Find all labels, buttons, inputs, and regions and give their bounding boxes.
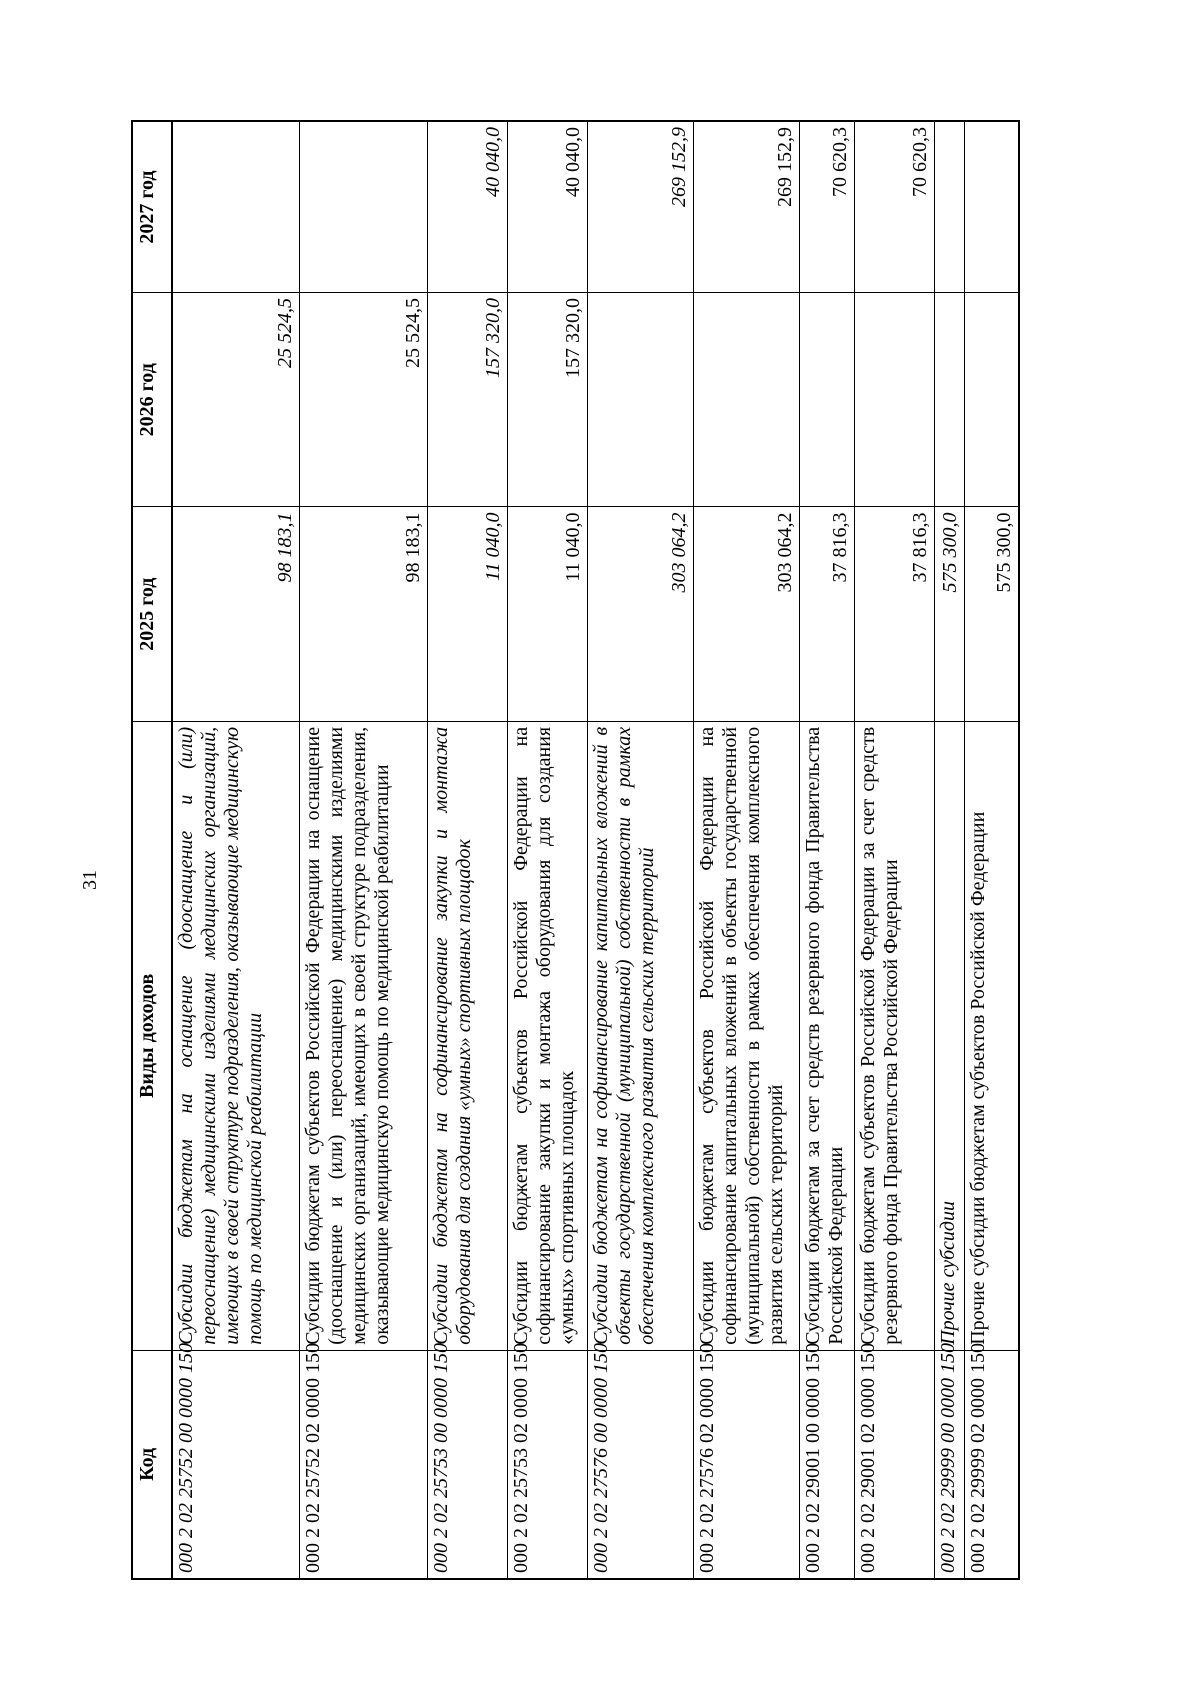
row-2025: 37 816,3 bbox=[854, 507, 934, 721]
row-code: 000 2 02 27576 02 0000 150 bbox=[693, 1350, 799, 1579]
table-row bbox=[299, 121, 427, 1579]
row-code: 000 2 02 25753 02 0000 150 bbox=[507, 1350, 587, 1579]
row-2025: 303 064,2 bbox=[587, 507, 693, 721]
row-name: Субсидии бюджетам субъектов Российской Федерации на софинансирование закупки и монтажа оборудования для создания «умных» спортивных площадок bbox=[507, 721, 587, 1350]
table-row bbox=[172, 121, 299, 1579]
table-row bbox=[934, 121, 964, 1579]
row-name: Субсидии бюджетам субъектов Российской Федерации за счет средств резервного фонда Правительства Российской Федерации bbox=[854, 721, 934, 1350]
row-2027 bbox=[172, 121, 299, 293]
row-2027: 70 620,3 bbox=[854, 121, 934, 293]
row-name: Прочие субсидии bbox=[934, 721, 964, 1350]
row-2025: 575 300,0 bbox=[934, 507, 964, 721]
row-2025: 11 040,0 bbox=[507, 507, 587, 721]
row-2025: 37 816,3 bbox=[799, 507, 854, 721]
page-number: 31 bbox=[79, 870, 101, 890]
header-2025: 2025 год bbox=[132, 507, 172, 721]
row-2026 bbox=[693, 293, 799, 507]
row-2027: 70 620,3 bbox=[799, 121, 854, 293]
row-code: 000 2 02 29001 00 0000 150 bbox=[799, 1350, 854, 1579]
row-code: 000 2 02 29999 02 0000 150 bbox=[964, 1350, 1019, 1579]
row-name: Субсидии бюджетам субъектов Российской Федерации на софинансирование капитальных вложений в объекты государственной (муниципальной) собственности в рамках обеспечения комплексного развития сельских территорий bbox=[693, 721, 799, 1350]
row-2027: 269 152,9 bbox=[693, 121, 799, 293]
table-header-row bbox=[132, 121, 172, 1579]
row-2026: 157 320,0 bbox=[507, 293, 587, 507]
row-2027 bbox=[299, 121, 427, 293]
row-2027: 40 040,0 bbox=[427, 121, 507, 293]
row-2026 bbox=[799, 293, 854, 507]
revenue-table-container bbox=[131, 120, 1077, 1580]
table-row bbox=[507, 121, 587, 1579]
row-2026: 157 320,0 bbox=[427, 293, 507, 507]
revenue-table bbox=[131, 120, 1020, 1580]
table-row bbox=[693, 121, 799, 1579]
row-2027 bbox=[964, 121, 1019, 293]
table-row bbox=[799, 121, 854, 1579]
table-row bbox=[854, 121, 934, 1579]
row-2026: 25 524,5 bbox=[299, 293, 427, 507]
row-name: Субсидии бюджетам субъектов Российской Федерации на оснащение (дооснащение и (или) переоснащение) медицинскими изделиями медицинских организаций, имеющих в своей структуре подразделения, оказывающие медицинскую помощь по медицинской реабилитации bbox=[299, 721, 427, 1350]
row-name: Субсидии бюджетам на софинансирование закупки и монтажа оборудования для создания «умных» спортивных площадок bbox=[427, 721, 507, 1350]
row-2026 bbox=[964, 293, 1019, 507]
row-name: Субсидии бюджетам на софинансирование капитальных вложений в объекты государственной (муниципальной) собственности в рамках обеспечения комплексного развития сельских территорий bbox=[587, 721, 693, 1350]
row-2025: 303 064,2 bbox=[693, 507, 799, 721]
row-2025: 98 183,1 bbox=[299, 507, 427, 721]
row-2026 bbox=[587, 293, 693, 507]
row-2027: 269 152,9 bbox=[587, 121, 693, 293]
table-row bbox=[587, 121, 693, 1579]
row-code: 000 2 02 25753 00 0000 150 bbox=[427, 1350, 507, 1579]
row-2026 bbox=[854, 293, 934, 507]
row-2026 bbox=[934, 293, 964, 507]
header-code: Код bbox=[132, 1350, 172, 1579]
row-2027: 40 040,0 bbox=[507, 121, 587, 293]
header-name: Виды доходов bbox=[132, 721, 172, 1350]
row-name: Субсидии бюджетам за счет средств резервного фонда Правительства Российской Федерации bbox=[799, 721, 854, 1350]
row-2025: 575 300,0 bbox=[964, 507, 1019, 721]
row-code: 000 2 02 27576 00 0000 150 bbox=[587, 1350, 693, 1579]
table-row bbox=[964, 121, 1019, 1579]
row-2025: 11 040,0 bbox=[427, 507, 507, 721]
header-2027: 2027 год bbox=[132, 121, 172, 293]
table-row bbox=[427, 121, 507, 1579]
row-2027 bbox=[934, 121, 964, 293]
row-code: 000 2 02 29001 02 0000 150 bbox=[854, 1350, 934, 1579]
row-2025: 98 183,1 bbox=[172, 507, 299, 721]
header-2026: 2026 год bbox=[132, 293, 172, 507]
row-name: Прочие субсидии бюджетам субъектов Российской Федерации bbox=[964, 721, 1019, 1350]
row-code: 000 2 02 29999 00 0000 150 bbox=[934, 1350, 964, 1579]
row-code: 000 2 02 25752 02 0000 150 bbox=[299, 1350, 427, 1579]
row-code: 000 2 02 25752 00 0000 150 bbox=[172, 1350, 299, 1579]
row-2026: 25 524,5 bbox=[172, 293, 299, 507]
row-name: Субсидии бюджетам на оснащение (дооснащение и (или) переоснащение) медицинскими изделиями медицинских организаций, имеющих в своей структуре подразделения, оказывающие медицинскую помощь по медицинской реабилитации bbox=[172, 721, 299, 1350]
